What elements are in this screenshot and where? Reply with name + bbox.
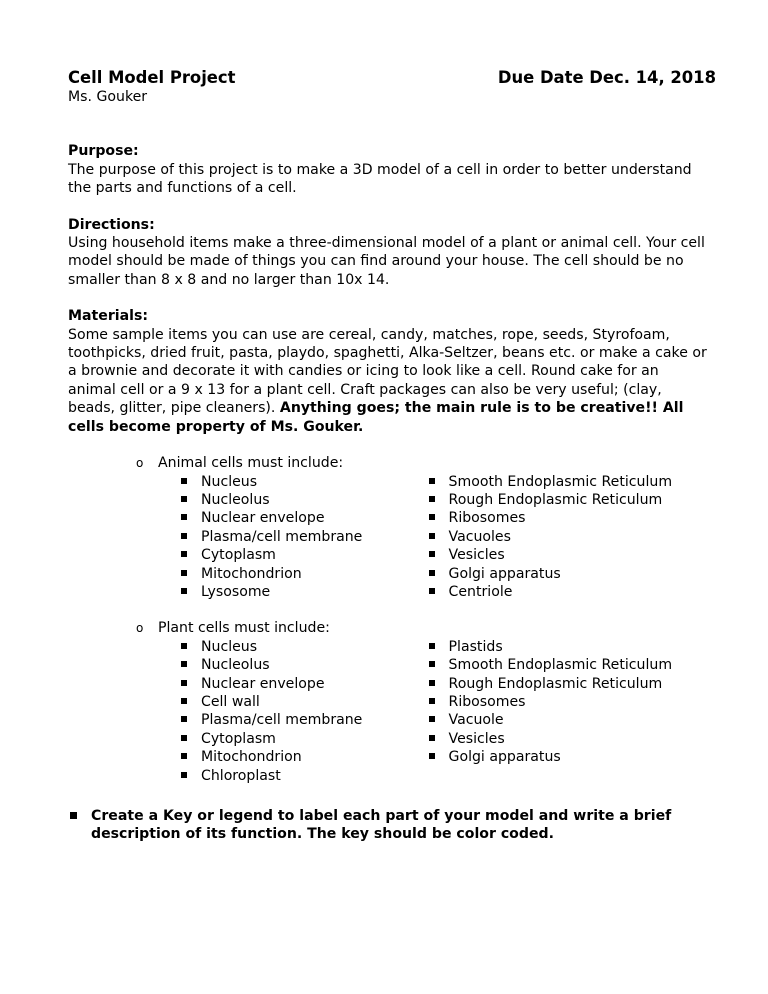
square-bullet-icon (181, 698, 187, 704)
list-item-label: Vacuoles (448, 528, 511, 545)
square-bullet-icon (181, 661, 187, 667)
list-item-label: Golgi apparatus (448, 749, 561, 766)
square-bullet-icon (429, 570, 435, 576)
plant-right-list (429, 638, 708, 785)
page-title: Cell Model Project (68, 68, 236, 87)
list-item (429, 638, 708, 656)
list-item (429, 583, 708, 601)
circle-bullet-icon: o (136, 621, 144, 636)
list-item-label: Nuclear envelope (201, 510, 325, 527)
square-bullet-icon (429, 698, 435, 704)
list-item-label: Ribosomes (448, 693, 526, 710)
list-item-label: Rough Endoplasmic Reticulum (448, 675, 663, 692)
list-item-label: Nuclear envelope (201, 675, 325, 692)
square-bullet-icon (181, 514, 187, 520)
list-item (181, 528, 429, 546)
square-bullet-icon (181, 496, 187, 502)
list-item (181, 767, 429, 785)
circle-bullet-icon: o (136, 456, 144, 471)
purpose-text: The purpose of this project is to make a 3D model of a cell in order to better understand the parts and functions of a cell. (68, 161, 692, 197)
list-item (429, 565, 708, 583)
square-bullet-icon (181, 680, 187, 686)
square-bullet-icon (429, 661, 435, 667)
animal-cells-heading: Animal cells must include: (158, 455, 344, 472)
list-item (181, 565, 429, 583)
document-page (68, 68, 716, 844)
list-item (181, 675, 429, 693)
key-instruction-text: Create a Key or legend to label each part of your model and write a brief description of its function. The key should be color coded. (91, 808, 672, 843)
square-bullet-icon (429, 514, 435, 520)
list-item-label: Nucleus (201, 473, 258, 490)
list-item (429, 748, 708, 766)
list-item-label: Golgi apparatus (448, 565, 561, 582)
list-item-label: Smooth Endoplasmic Reticulum (448, 657, 673, 674)
plant-cells-heading: Plant cells must include: (158, 620, 330, 637)
square-bullet-icon (181, 570, 187, 576)
list-item-label: Mitochondrion (201, 749, 302, 766)
list-item-label: Centriole (448, 583, 513, 600)
square-bullet-icon (429, 496, 435, 502)
list-item (429, 528, 708, 546)
square-bullet-icon (181, 735, 187, 741)
square-bullet-icon (181, 716, 187, 722)
list-item-label: Plastids (448, 638, 503, 655)
teacher-name: Ms. Gouker (68, 89, 148, 105)
square-bullet-icon (181, 478, 187, 484)
directions-heading: Directions: (68, 216, 155, 233)
square-bullet-icon (429, 478, 435, 484)
list-item (181, 638, 429, 656)
square-bullet-icon (429, 716, 435, 722)
list-item-label: Cytoplasm (201, 547, 276, 564)
list-item (429, 675, 708, 693)
animal-right-list (429, 473, 708, 602)
materials-bold-text: Anything goes; the main rule is to be creative!! All cells become property of Ms. Gouker. (68, 400, 684, 435)
list-item (429, 546, 708, 564)
list-item (181, 473, 429, 491)
list-item-label: Vacuole (448, 712, 504, 729)
list-item (181, 583, 429, 601)
list-item (181, 748, 429, 766)
list-item (429, 473, 708, 491)
list-item (429, 693, 708, 711)
list-item-label: Plasma/cell membrane (201, 712, 363, 729)
list-item-label: Nucleolus (201, 657, 270, 674)
materials-text: Some sample items you can use are cereal, candy, matches, rope, seeds, Styrofoam, toothpicks, dried fruit, pasta, playdo, spaghetti, Alka-Seltzer, beans etc. or make a cake or a brownie and decorate it with candies or icing to look like a cell. Round cake for an animal cell or a 9 x 13 for a plant cell. Craft packages can also be very useful; (clay, beads, glitter, pipe cleaners). (68, 326, 707, 417)
materials-heading: Materials: (68, 308, 148, 325)
list-item-label: Smooth Endoplasmic Reticulum (448, 473, 673, 490)
list-item (181, 656, 429, 674)
list-item (429, 491, 708, 509)
list-item (429, 730, 708, 748)
list-item-label: Cytoplasm (201, 730, 276, 747)
square-bullet-icon (70, 812, 77, 819)
square-bullet-icon (181, 551, 187, 557)
list-item-label: Ribosomes (448, 510, 526, 527)
purpose-heading: Purpose: (68, 143, 139, 160)
list-item (181, 491, 429, 509)
list-item (429, 711, 708, 729)
square-bullet-icon (429, 588, 435, 594)
plant-left-list (181, 638, 429, 785)
list-item (181, 730, 429, 748)
square-bullet-icon (181, 588, 187, 594)
list-item-label: Chloroplast (201, 767, 281, 784)
title-row (68, 68, 716, 88)
list-item (181, 546, 429, 564)
list-item-label: Nucleus (201, 638, 258, 655)
square-bullet-icon (429, 680, 435, 686)
list-item-label: Rough Endoplasmic Reticulum (448, 491, 663, 508)
list-item-label: Nucleolus (201, 491, 270, 508)
list-item-label: Vesicles (448, 730, 505, 747)
list-item-label: Mitochondrion (201, 565, 302, 582)
list-item-label: Cell wall (201, 693, 260, 710)
list-item (429, 656, 708, 674)
square-bullet-icon (181, 772, 187, 778)
animal-left-list (181, 473, 429, 602)
square-bullet-icon (181, 643, 187, 649)
list-item (429, 509, 708, 527)
square-bullet-icon (429, 735, 435, 741)
square-bullet-icon (429, 551, 435, 557)
list-item (181, 693, 429, 711)
key-instruction (68, 807, 708, 844)
animal-cells-block (136, 454, 708, 601)
list-item-label: Vesicles (448, 547, 505, 564)
list-item-label: Plasma/cell membrane (201, 528, 363, 545)
square-bullet-icon (181, 753, 187, 759)
plant-cells-block (136, 619, 708, 785)
due-date: Due Date Dec. 14, 2018 (497, 68, 716, 87)
square-bullet-icon (429, 753, 435, 759)
materials-paragraph (68, 326, 708, 436)
square-bullet-icon (429, 643, 435, 649)
directions-text: Using household items make a three-dimensional model of a plant or animal cell. Your cell model should be made of things you can find around your house. The cell should be no smaller than 8 x 8 and no larger than 10x 14. (68, 235, 705, 288)
square-bullet-icon (429, 533, 435, 539)
list-item (181, 711, 429, 729)
list-item-label: Lysosome (201, 583, 271, 600)
square-bullet-icon (181, 533, 187, 539)
list-item (181, 509, 429, 527)
